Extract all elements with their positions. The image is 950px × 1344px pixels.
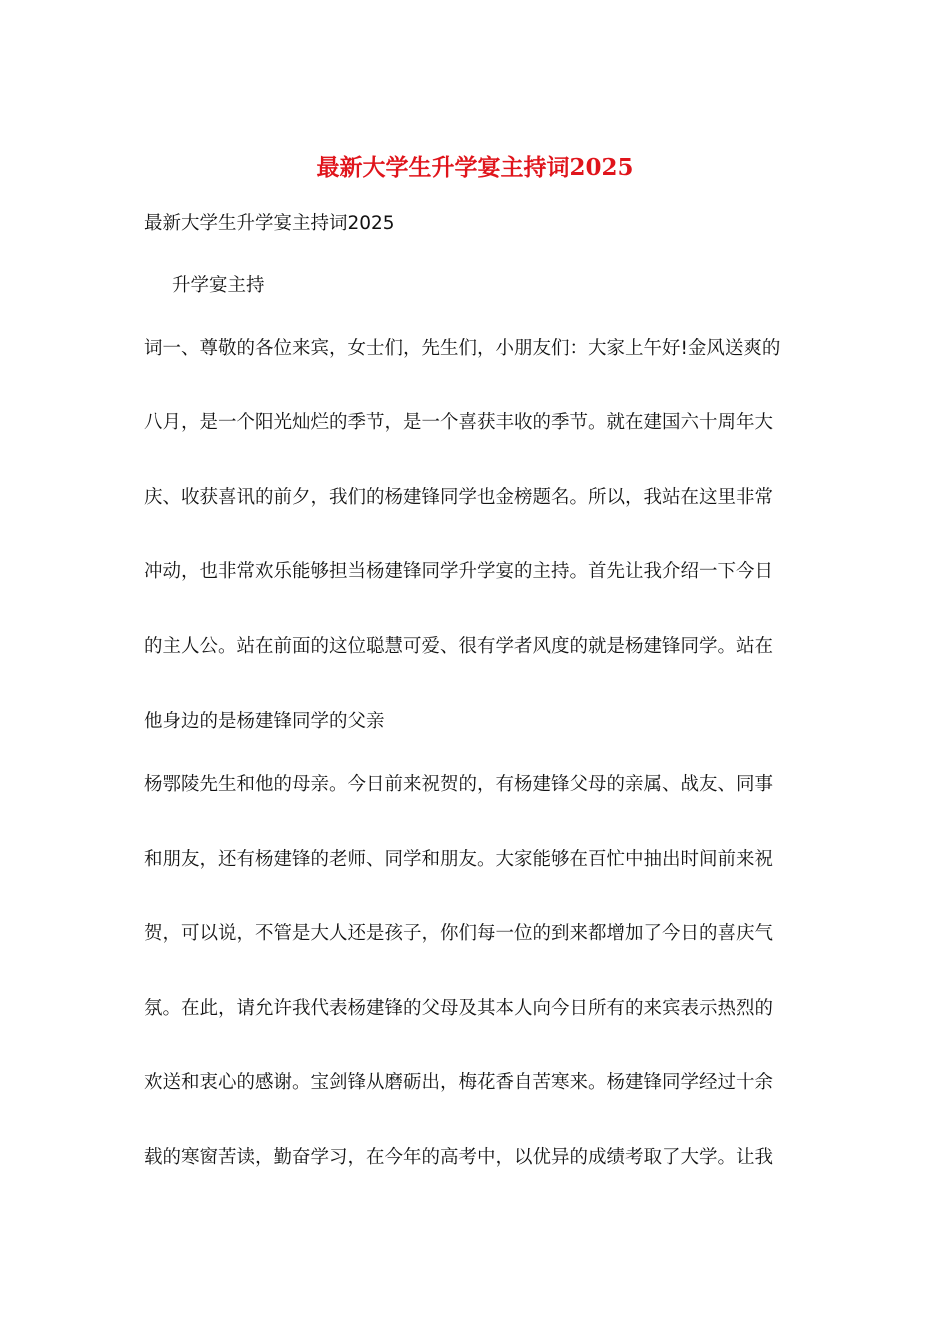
paragraph-line: 和朋友，还有杨建锋的老师、同学和朋友。大家能够在百忙中抽出时间前来祝 — [144, 849, 774, 870]
section-heading: 升学宴主持 — [172, 275, 265, 296]
paragraph-line: 冲动，也非常欢乐能够担当杨建锋同学升学宴的主持。首先让我介绍一下今日 — [144, 561, 774, 582]
document-subtitle: 最新大学生升学宴主持词2025 — [144, 213, 395, 234]
paragraph-line: 载的寒窗苦读，勤奋学习，在今年的高考中，以优异的成绩考取了大学。让我 — [144, 1147, 774, 1168]
paragraph-line: 他身边的是杨建锋同学的父亲 — [144, 711, 385, 732]
paragraph-line: 八月，是一个阳光灿烂的季节，是一个喜获丰收的季节。就在建国六十周年大 — [144, 412, 774, 433]
paragraph-line: 词一、尊敬的各位来宾，女士们，先生们，小朋友们：大家上午好!金风送爽的 — [144, 338, 781, 359]
paragraph-line: 氛。在此，请允许我代表杨建锋的父母及其本人向今日所有的来宾表示热烈的 — [144, 998, 774, 1019]
paragraph-line: 欢送和衷心的感谢。宝剑锋从磨砺出，梅花香自苦寒来。杨建锋同学经过十余 — [144, 1072, 774, 1093]
paragraph-line: 杨鄂陵先生和他的母亲。今日前来祝贺的，有杨建锋父母的亲属、战友、同事 — [144, 774, 774, 795]
paragraph-line: 的主人公。站在前面的这位聪慧可爱、很有学者风度的就是杨建锋同学。站在 — [144, 636, 774, 657]
paragraph-line: 庆、收获喜讯的前夕，我们的杨建锋同学也金榜题名。所以，我站在这里非常 — [144, 487, 774, 508]
paragraph-line: 贺，可以说，不管是大人还是孩子，你们每一位的到来都增加了今日的喜庆气 — [144, 923, 774, 944]
document-title: 最新大学生升学宴主持词2025 — [316, 154, 634, 181]
